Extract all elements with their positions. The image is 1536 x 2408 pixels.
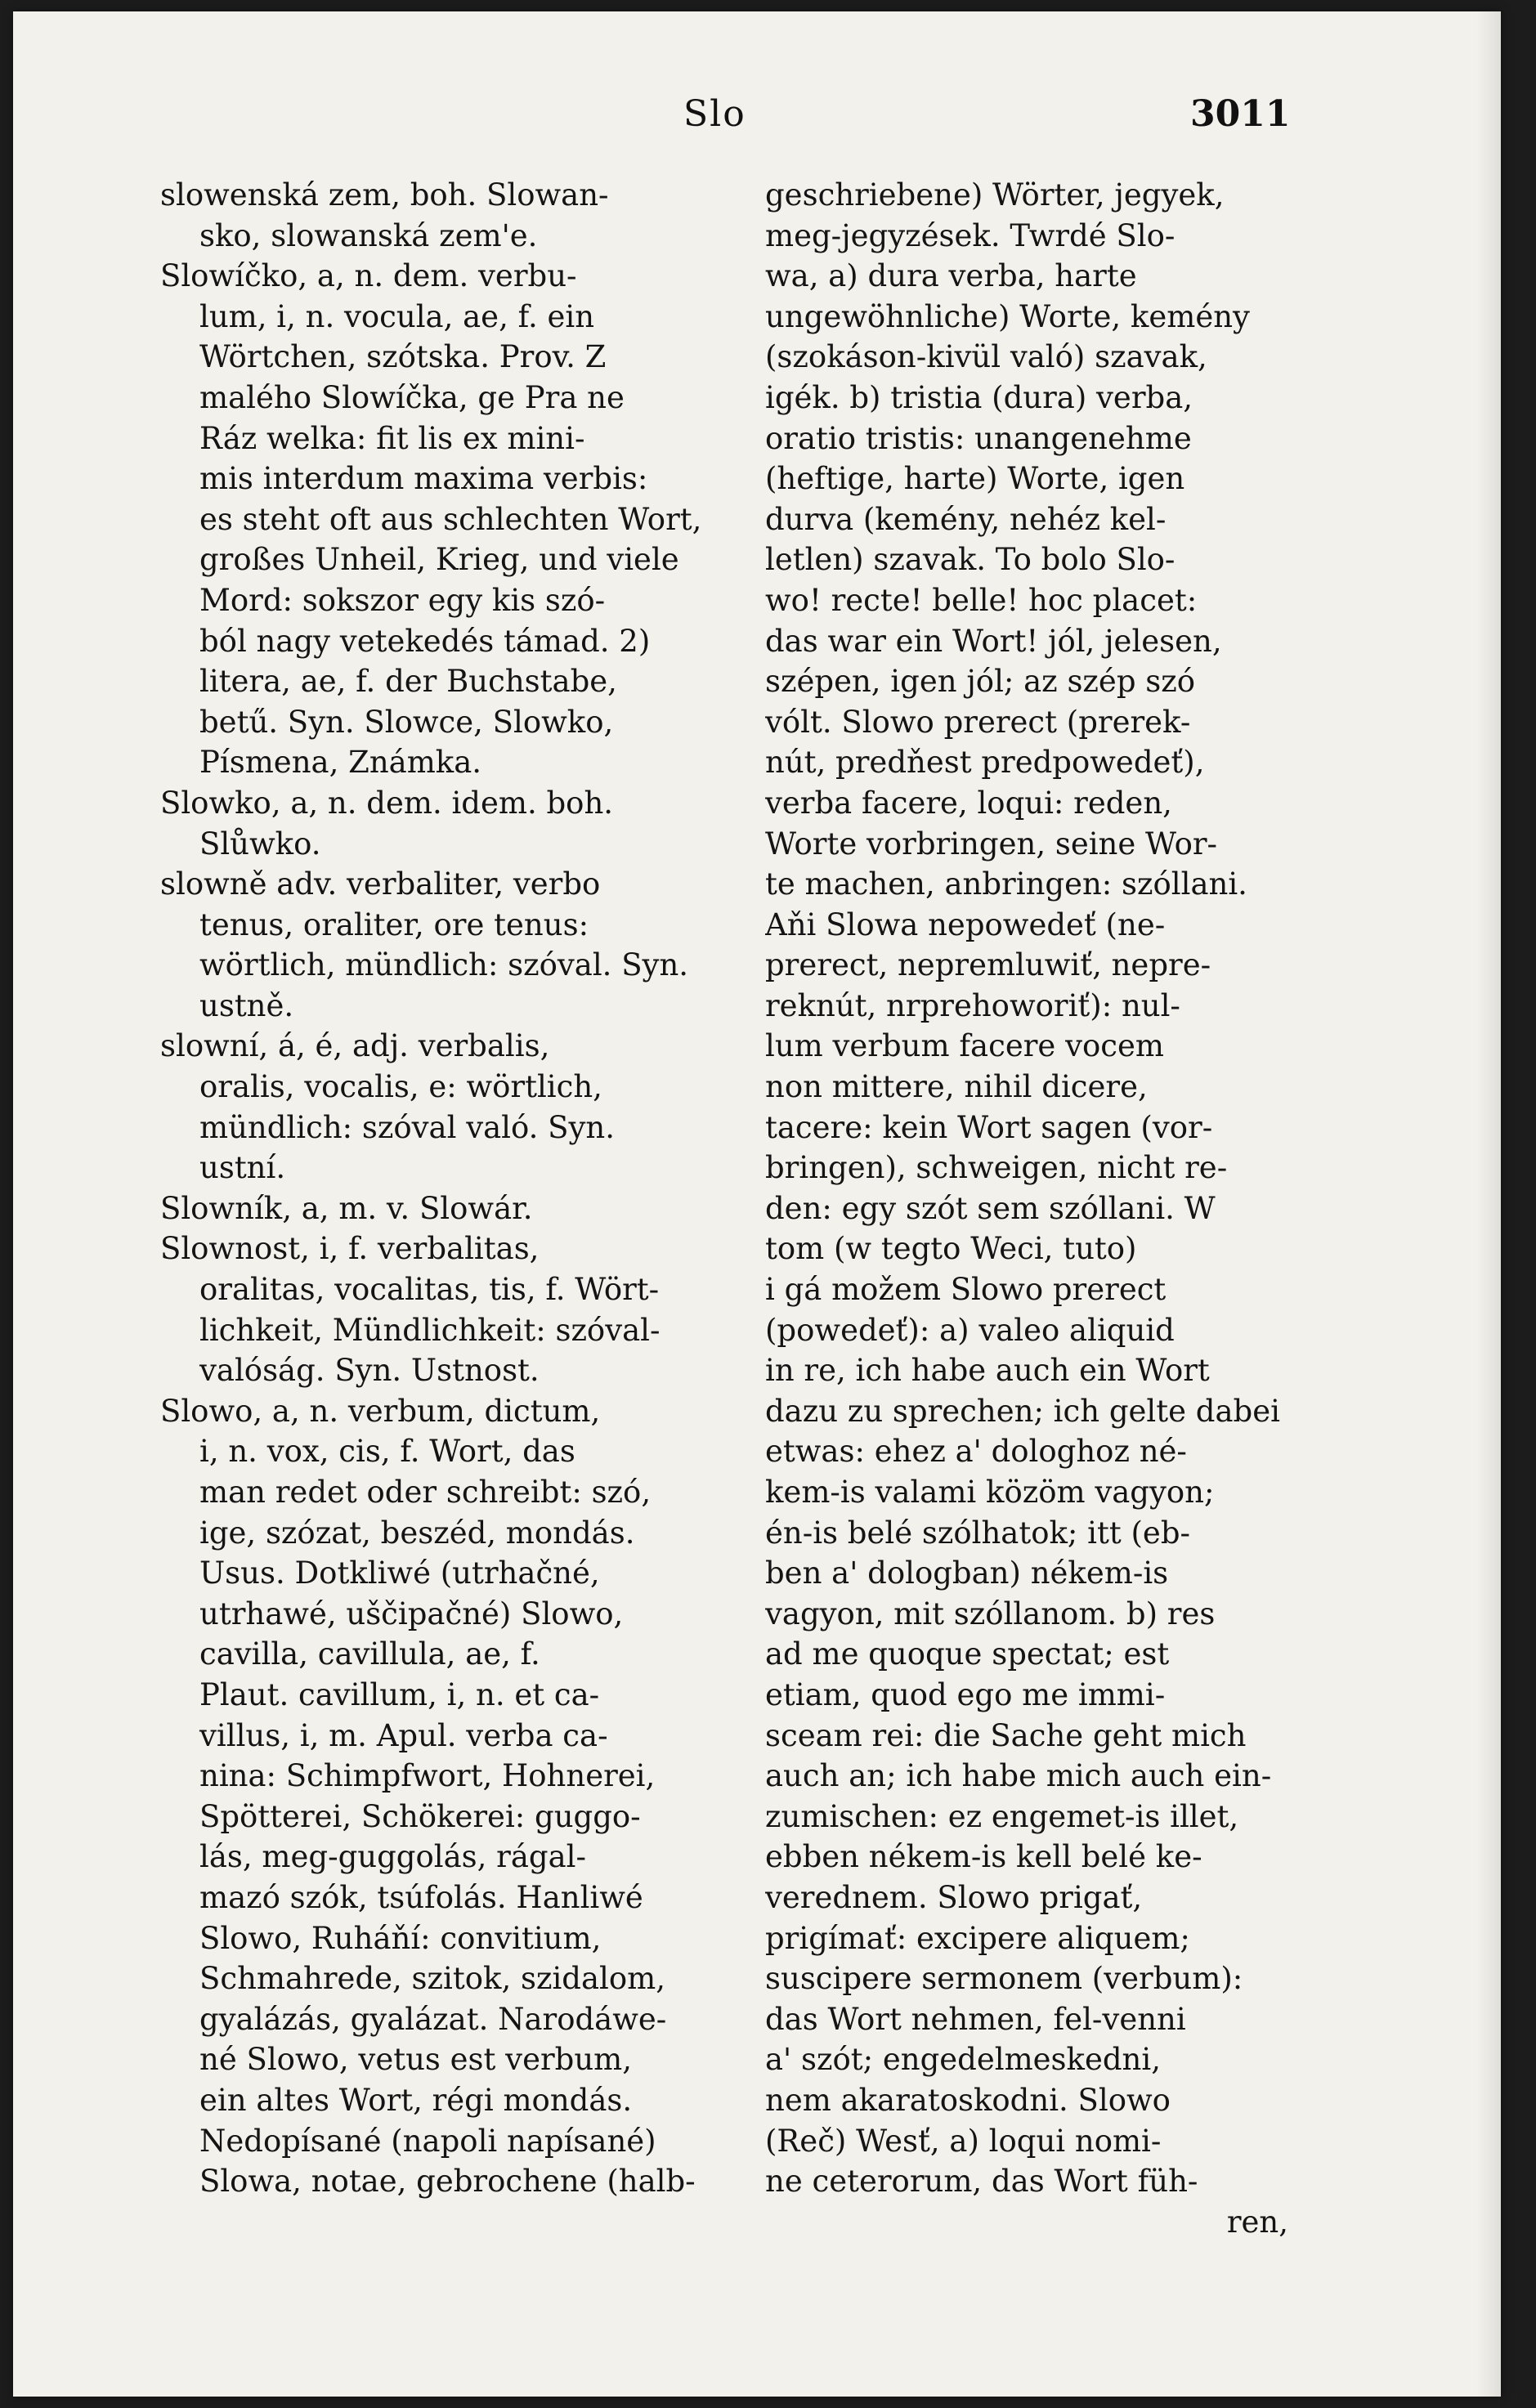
text-line: bringen), schweigen, nicht re-: [765, 1150, 1228, 1186]
text-line: né Slowo, vetus est verbum,: [199, 2042, 633, 2078]
text-line: te machen, anbringen: szóllani.: [765, 866, 1247, 902]
page-edge-shadow: [1476, 11, 1501, 2397]
text-line: reknút, nrprehoworiť): nul-: [765, 987, 1180, 1023]
text-line: (powedeť): a) valeo aliquid: [765, 1312, 1175, 1348]
text-line: ebben nékem-is kell belé ke-: [765, 1839, 1202, 1875]
text-line: sko, slowanská zem'e.: [199, 217, 538, 253]
text-line: slowenská zem, boh. Slowan-: [160, 177, 609, 213]
text-line: Slowa, notae, gebrochene (halb-: [199, 2164, 696, 2200]
text-line: ustní.: [199, 1150, 286, 1186]
page-number: 3011: [1190, 93, 1291, 135]
text-line: i, n. vox, cis, f. Wort, das: [199, 1434, 575, 1470]
text-line: Schmahrede, szitok, szidalom,: [199, 1961, 665, 1997]
text-line: ustně.: [199, 987, 294, 1023]
text-line: ige, szózat, beszéd, mondás.: [199, 1515, 635, 1551]
text-line: mis interdum maxima verbis:: [199, 461, 648, 497]
text-line: Slůwko.: [199, 826, 321, 862]
text-line: Slowník, a, m. v. Slowár.: [160, 1190, 533, 1226]
text-line: non mittere, nihil dicere,: [765, 1069, 1148, 1105]
text-line: verednem. Slowo prigať,: [765, 1879, 1143, 1915]
text-line: ein altes Wort, régi mondás.: [199, 2082, 633, 2118]
text-line: Slowo, Ruháňí: convitium,: [199, 1920, 602, 1956]
text-line: én-is belé szólhatok; itt (eb-: [765, 1515, 1191, 1551]
text-line: (Reč) Wesť, a) loqui nomi-: [765, 2123, 1162, 2159]
text-line: igék. b) tristia (dura) verba,: [765, 379, 1193, 415]
text-line: Aňi Slowa nepowedeť (ne-: [765, 906, 1166, 942]
text-line: etiam, quod ego me immi-: [765, 1676, 1166, 1712]
text-line: Slowíčko, a, n. dem. verbu-: [160, 258, 577, 294]
text-line: wörtlich, mündlich: szóval. Syn.: [199, 947, 689, 983]
text-line: ból nagy vetekedés támad. 2): [199, 623, 651, 659]
text-line: Wörtchen, szótska. Prov. Z: [199, 339, 607, 375]
text-line: suscipere sermonem (verbum):: [765, 1961, 1243, 1997]
text-line: utrhawé, uščipačné) Slowo,: [199, 1596, 624, 1631]
text-line: mündlich: szóval való. Syn.: [199, 1109, 615, 1145]
text-line: dazu zu sprechen; ich gelte dabei: [765, 1393, 1280, 1429]
text-line: tom (w tegto Weci, tuto): [765, 1231, 1137, 1267]
text-line: wa, a) dura verba, harte: [765, 258, 1137, 294]
text-line: betű. Syn. Slowce, Slowko,: [199, 704, 614, 740]
text-line: nina: Schimpfwort, Hohnerei,: [199, 1758, 656, 1794]
text-line: (heftige, harte) Worte, igen: [765, 461, 1185, 497]
text-line: a' szót; engedelmeskedni,: [765, 2042, 1161, 2078]
text-line: villus, i, m. Apul. verba ca-: [199, 1717, 608, 1753]
text-line: nút, predňest predpowedeť),: [765, 745, 1205, 781]
text-line: oratio tristis: unangenehme: [765, 420, 1192, 456]
text-line: Slownost, i, f. verbalitas,: [160, 1231, 540, 1267]
text-line: litera, ae, f. der Buchstabe,: [199, 664, 617, 700]
text-line: slowní, á, é, adj. verbalis,: [160, 1028, 550, 1064]
text-line: zumischen: ez engemet-is illet,: [765, 1798, 1239, 1834]
text-line: verba facere, loqui: reden,: [765, 785, 1172, 821]
text-line: tenus, oraliter, ore tenus:: [199, 906, 589, 942]
running-head: Slo: [683, 93, 746, 135]
text-line: auch an; ich habe mich auch ein-: [765, 1758, 1272, 1794]
dictionary-page: [13, 11, 1501, 2397]
text-line: szépen, igen jól; az szép szó: [765, 664, 1196, 700]
text-line: oralitas, vocalitas, tis, f. Wört-: [199, 1272, 660, 1308]
text-line: sceam rei: die Sache geht mich: [765, 1717, 1247, 1753]
text-line: malého Slowíčka, ge Pra ne: [199, 379, 625, 415]
text-line: lum, i, n. vocula, ae, f. ein: [199, 298, 595, 334]
text-line: letlen) szavak. To bolo Slo-: [765, 542, 1176, 578]
text-line: Slowko, a, n. dem. idem. boh.: [160, 785, 614, 821]
text-line: Spötterei, Schökerei: guggo-: [199, 1798, 641, 1834]
text-line: lichkeit, Mündlichkeit: szóval-: [199, 1312, 661, 1348]
text-line: slowně adv. verbaliter, verbo: [160, 866, 601, 902]
text-line: Ráz welka: fit lis ex mini-: [199, 420, 585, 456]
text-line: geschriebene) Wörter, jegyek,: [765, 177, 1225, 213]
text-line: nem akaratoskodni. Slowo: [765, 2082, 1171, 2118]
text-line: Worte vorbringen, seine Wor-: [765, 826, 1218, 862]
text-line: das war ein Wort! jól, jelesen,: [765, 623, 1222, 659]
text-line: vólt. Slowo prerect (prerek-: [765, 704, 1191, 740]
text-line: das Wort nehmen, fel-venni: [765, 2001, 1186, 2037]
text-line: oralis, vocalis, e: wörtlich,: [199, 1069, 602, 1105]
text-line: Mord: sokszor egy kis szó-: [199, 582, 606, 618]
text-line: ne ceterorum, das Wort füh-: [765, 2164, 1198, 2200]
text-line: prigímať: excipere aliquem;: [765, 1920, 1190, 1956]
text-line: mazó szók, tsúfolás. Hanliwé: [199, 1879, 643, 1915]
text-line: (szokáson-kivül való) szavak,: [765, 339, 1207, 375]
text-line: Slowo, a, n. verbum, dictum,: [160, 1393, 601, 1429]
text-line: es steht oft aus schlechten Wort,: [199, 501, 702, 537]
text-line: lum verbum facere vocem: [765, 1028, 1164, 1064]
text-line: gyalázás, gyalázat. Narodáwe-: [199, 2001, 667, 2037]
text-line: Písmena, Známka.: [199, 745, 482, 781]
text-line: man redet oder schreibt: szó,: [199, 1475, 652, 1510]
text-line: Nedopísané (napoli napísané): [199, 2123, 656, 2159]
left-column: [160, 175, 716, 2202]
text-line: den: egy szót sem szóllani. W: [765, 1190, 1216, 1226]
right-column: [765, 175, 1321, 2242]
text-line: wo! recte! belle! hoc placet:: [765, 582, 1198, 618]
text-line: i gá možem Slowo prerect: [765, 1272, 1167, 1308]
text-line: Usus. Dotkliwé (utrhačné,: [199, 1555, 600, 1591]
text-line: kem-is valami közöm vagyon;: [765, 1475, 1215, 1510]
text-line: valóság. Syn. Ustnost.: [199, 1353, 540, 1389]
text-line: ben a' dologban) nékem-is: [765, 1555, 1169, 1591]
text-line: ren,: [1226, 2204, 1288, 2240]
text-line: tacere: kein Wort sagen (vor-: [765, 1109, 1213, 1145]
text-line: etwas: ehez a' dologhoz né-: [765, 1434, 1187, 1470]
text-line: lás, meg-guggolás, rágal-: [199, 1839, 586, 1875]
text-line: meg-jegyzések. Twrdé Slo-: [765, 217, 1176, 253]
text-line: ad me quoque spectat; est: [765, 1636, 1170, 1672]
text-line: Plaut. cavillum, i, n. et ca-: [199, 1676, 600, 1712]
text-line: cavilla, cavillula, ae, f.: [199, 1636, 540, 1672]
text-line: in re, ich habe auch ein Wort: [765, 1353, 1210, 1389]
text-line: vagyon, mit szóllanom. b) res: [765, 1596, 1216, 1631]
text-line: ungewöhnliche) Worte, kemény: [765, 298, 1250, 334]
text-line: prerect, nepremluwiť, nepre-: [765, 947, 1211, 983]
text-line: großes Unheil, Krieg, und viele: [199, 542, 679, 578]
text-line: durva (kemény, nehéz kel-: [765, 501, 1167, 537]
